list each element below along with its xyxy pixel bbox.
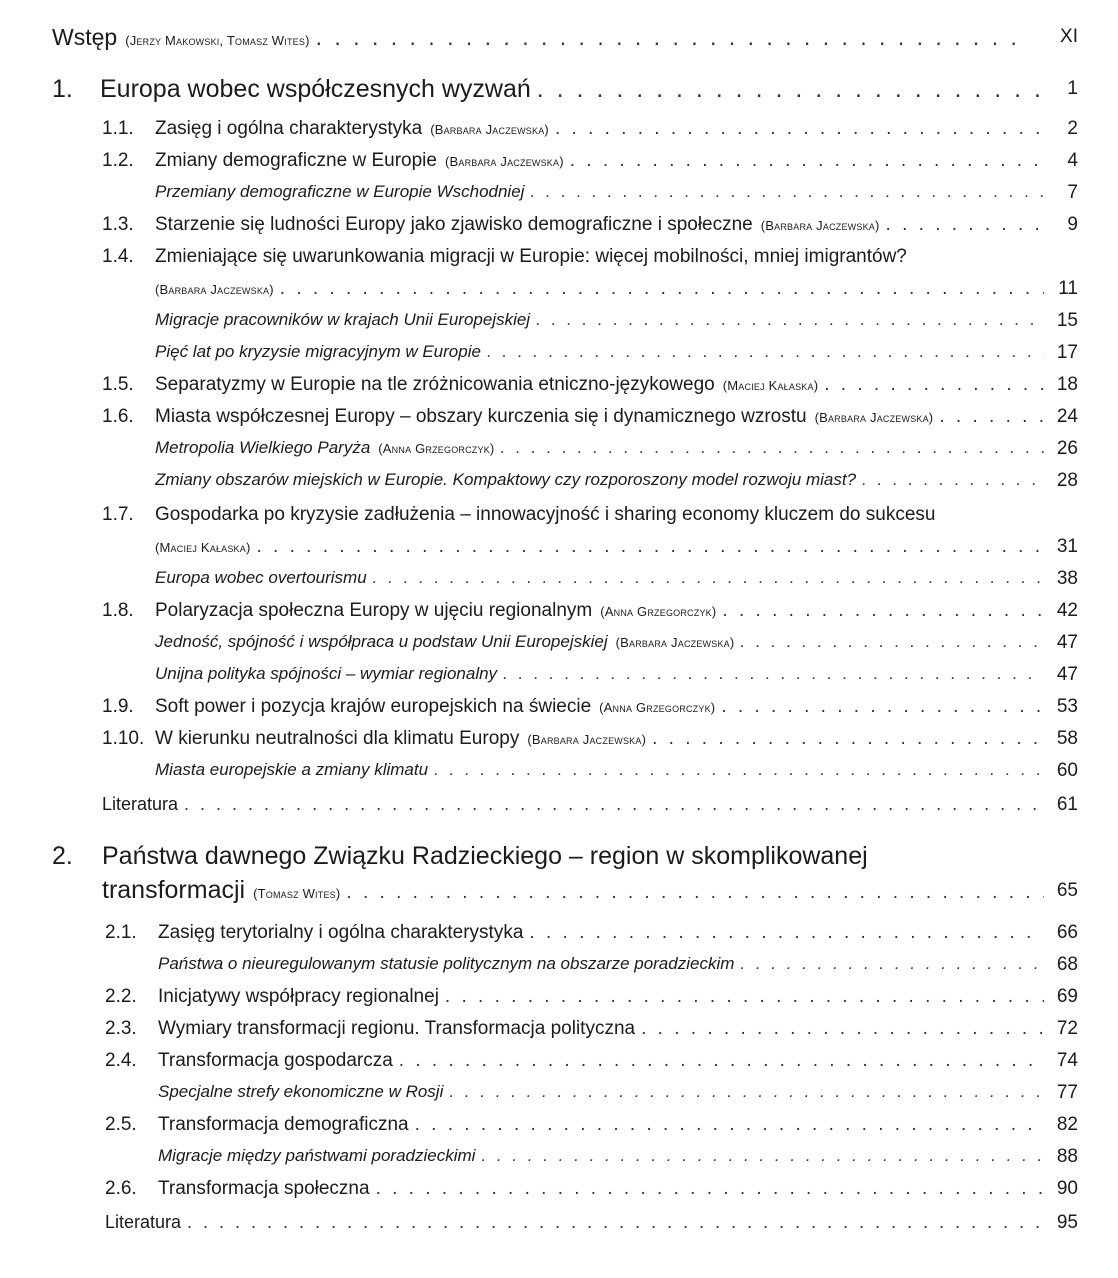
toc-entry [0,1114,1118,1144]
toc-entry [0,214,1118,244]
entry-author: (Anna Grzegorczyk) [600,604,717,619]
entry-row [158,1050,1050,1072]
entry-number: 1.8. [102,600,134,621]
entry-title: Zmieniające się uwarunkowania migracji w Europie: więcej mobilności, mniej imigrantów? [155,246,907,267]
subentry-page: 15 [1056,310,1078,331]
subentry-row [155,632,1050,652]
subentry-page: 28 [1056,470,1078,491]
subentry-title: Przemiany demograficzne w Europie Wschodniej [155,182,525,201]
entry-number: 2.3. [105,1018,137,1039]
chapter-title: Europa wobec współczesnych wyzwań [100,75,531,103]
leader-dots [434,760,1044,780]
toc-chapter-1 [0,75,1118,109]
subentry-title: Migracje pracowników w krajach Unii Europejskiej [155,310,531,329]
toc-subentry [0,760,1118,790]
entry-author: (Barbara Jaczewska) [155,282,274,297]
literature-title: Literatura [105,1212,182,1232]
toc-subentry [0,664,1118,694]
toc-chapter-2-continuation [0,876,1118,910]
leader-dots [570,150,1044,172]
leader-dots [537,75,1044,104]
toc-entry [0,922,1118,952]
subentry-page: 60 [1056,760,1078,781]
leader-dots [487,342,1044,362]
entry-row [158,922,1050,944]
entry-author: (Barbara Jaczewska) [760,218,880,233]
entry-page: 69 [1056,986,1078,1007]
leader-dots [740,632,1044,652]
toc-entry [0,986,1118,1016]
entry-title: Polaryzacja społeczna Europy w ujęciu regionalnym [155,600,593,621]
toc-entry-continuation [0,536,1118,566]
entry-row [155,696,1050,718]
entry-number: 1.4. [102,246,134,267]
entry-author: (Barbara Jaczewska) [444,154,564,169]
entry-page: 18 [1056,374,1078,395]
subentry-title: Europa wobec overtourismu [155,568,367,587]
entry-number: 1.2. [102,150,134,171]
chapter-number: 1. [52,75,73,103]
literature-title: Literatura [102,794,179,814]
entry-page: 24 [1056,406,1078,427]
chapter-author: (Tomasz Wites) [253,886,341,901]
leader-dots [824,374,1044,396]
leader-dots [555,118,1044,140]
entry-title: Transformacja demograficzna [158,1114,409,1135]
subentry-page: 47 [1056,632,1078,653]
chapter-number: 2. [52,842,73,870]
entry-number: 1.9. [102,696,134,717]
entry-number: 1.3. [102,214,134,235]
subentry-row [155,438,1050,458]
toc-entry [0,118,1118,148]
toc-entry [0,1178,1118,1208]
entry-author: (Maciej Kałaska) [155,540,251,555]
subentry-page: 68 [1056,954,1078,975]
chapter-title: Państwa dawnego Związku Radzieckiego – region w skomplikowanej [102,842,868,870]
toc-chapter-2 [0,842,1118,876]
toc-entry [0,504,1118,534]
entry-number: 2.6. [105,1178,137,1199]
leader-dots [862,470,1044,490]
subentry-row [155,310,1050,330]
subentry-page: 7 [1067,182,1078,203]
subentry-row [155,760,1050,780]
entry-number: 1.10. [102,728,145,749]
toc-entry-continuation [0,278,1118,308]
leader-dots [641,1018,1044,1040]
chapter-row [100,75,1050,104]
entry-page: 58 [1056,728,1078,749]
subentry-title: Pięć lat po kryzysie migracyjnym w Europie [155,342,481,361]
leader-dots [886,214,1044,236]
entry-page: 42 [1056,600,1078,621]
entry-page: 31 [1056,536,1078,557]
entry-row [155,536,1050,558]
entry-title: Zasięg terytorialny i ogólna charakterystyka [158,922,524,943]
entry-page: 4 [1067,150,1078,171]
leader-dots [536,310,1044,330]
subentry-title: Specjalne strefy ekonomiczne w Rosji [158,1082,444,1101]
toc-subentry [0,342,1118,372]
leader-dots [503,664,1044,684]
toc-entry [0,1050,1118,1080]
entry-number: 2.4. [105,1050,137,1071]
toc-entry [0,728,1118,758]
leader-dots [373,568,1044,588]
toc-intro-row [52,24,1030,51]
entry-author: (Maciej Kałaska) [722,378,819,393]
toc-entry [0,696,1118,726]
subentry-title: Jedność, spójność i współpraca u podstaw Unii Europejskiej [155,632,608,651]
subentry-row [155,568,1050,588]
subentry-title: Unijna polityka spójności – wymiar regionalny [155,664,498,683]
chapter-row [102,842,1050,871]
toc-intro-page: XI [1060,26,1078,47]
entry-row [155,600,1050,622]
toc-literature [0,794,1118,824]
entry-title: W kierunku neutralności dla klimatu Europy [155,728,520,749]
entry-page: 9 [1067,214,1078,235]
entry-author: (Barbara Jaczewska) [430,122,549,137]
entry-title: Gospodarka po kryzysie zadłużenia – innowacyjność i sharing economy kluczem do sukcesu [155,504,936,525]
entry-title: Transformacja społeczna [158,1178,370,1199]
entry-author: (Barbara Jaczewska) [527,732,647,747]
toc-subentry [0,632,1118,662]
entry-number: 1.5. [102,374,134,395]
leader-dots [316,24,1024,51]
entry-author: (Barbara Jaczewska) [814,410,934,425]
entry-row [158,1178,1050,1200]
subentry-page: 47 [1056,664,1078,685]
entry-page: 66 [1056,922,1078,943]
entry-row [155,728,1050,750]
entry-page: 82 [1056,1114,1078,1135]
literature-row [105,1212,1050,1233]
literature-row [102,794,1050,815]
subentry-row [158,1146,1050,1166]
leader-dots [530,182,1044,202]
literature-page: 95 [1056,1212,1078,1233]
leader-dots [652,728,1044,750]
entry-row [155,406,1050,428]
toc-entry [0,150,1118,180]
entry-title: Wymiary transformacji regionu. Transformacja polityczna [158,1018,636,1039]
subentry-row [158,954,1050,974]
subentry-row [158,1082,1050,1102]
entry-page: 2 [1067,118,1078,139]
entry-number: 1.6. [102,406,134,427]
subentry-title: Zmiany obszarów miejskich w Europie. Kompaktowy czy rozporoszony model rozwoju miast? [155,470,857,489]
subentry-row [155,470,1050,490]
toc-intro-author: (Jerzy Makowski, Tomasz Wites) [125,33,310,48]
toc-entry [0,406,1118,436]
entry-title: Separatyzmy w Europie na tle zróżnicowania etniczno-językowego [155,374,715,395]
leader-dots [257,536,1045,558]
entry-title: Soft power i pozycja krajów europejskich na świecie [155,696,592,717]
toc-subentry [0,1082,1118,1112]
subentry-author: (Barbara Jaczewska) [615,635,735,650]
entry-row [155,504,1050,526]
entry-title: Starzenie się ludności Europy jako zjawisko demograficzne i społeczne [155,214,753,235]
toc-entry [0,600,1118,630]
toc-subentry [0,1146,1118,1176]
toc-subentry [0,470,1118,500]
entry-row [158,1114,1050,1136]
toc-entry [0,246,1118,276]
toc-intro-title: Wstęp [52,24,118,50]
entry-title: Inicjatywy współpracy regionalnej [158,986,439,1007]
chapter-title-continued: transformacji [102,876,246,904]
entry-page: 53 [1056,696,1078,717]
leader-dots [280,278,1044,300]
leader-dots [449,1082,1044,1102]
subentry-author: (Anna Grzegorczyk) [378,441,495,456]
leader-dots [376,1178,1044,1200]
entry-row [155,246,1050,268]
subentry-title: Metropolia Wielkiego Paryża [155,438,371,457]
leader-dots [939,406,1044,428]
entry-number: 2.2. [105,986,137,1007]
toc-literature [0,1212,1118,1242]
entry-title: Zasięg i ogólna charakterystyka [155,118,423,139]
entry-number: 2.1. [105,922,137,943]
leader-dots [415,1114,1044,1136]
entry-row [155,150,1050,172]
leader-dots [187,1212,1044,1233]
leader-dots [184,794,1044,815]
subentry-page: 88 [1056,1146,1078,1167]
literature-page: 61 [1056,794,1078,815]
subentry-title: Miasta europejskie a zmiany klimatu [155,760,429,779]
leader-dots [722,600,1044,622]
leader-dots [445,986,1044,1008]
toc-intro [0,24,1118,54]
entry-number: 1.7. [102,504,134,525]
toc-entry [0,1018,1118,1048]
toc-subentry [0,954,1118,984]
subentry-row [155,664,1050,684]
toc-subentry [0,568,1118,598]
entry-number: 1.1. [102,118,134,139]
toc-subentry [0,182,1118,212]
subentry-page: 26 [1056,438,1078,459]
entry-title: Miasta współczesnej Europy – obszary kurczenia się i dynamicznego wzrostu [155,406,807,427]
leader-dots [721,696,1044,718]
leader-dots [500,438,1044,458]
entry-number: 2.5. [105,1114,137,1135]
entry-page: 72 [1056,1018,1078,1039]
entry-row [158,1018,1050,1040]
subentry-page: 77 [1056,1082,1078,1103]
toc-subentry [0,310,1118,340]
entry-row [155,214,1050,236]
entry-page: 74 [1056,1050,1078,1071]
entry-author: (Anna Grzegorczyk) [599,700,716,715]
leader-dots [346,882,1044,904]
leader-dots [481,1146,1044,1166]
entry-row [155,118,1050,140]
leader-dots [740,954,1044,974]
leader-dots [399,1050,1044,1072]
entry-row [155,278,1050,300]
subentry-row [155,182,1050,202]
subentry-page: 38 [1056,568,1078,589]
toc-entry [0,374,1118,404]
chapter-page: 1 [1067,78,1078,99]
subentry-row [155,342,1050,362]
subentry-title: Państwa o nieuregulowanym statusie politycznym na obszarze poradzieckim [158,954,735,973]
entry-row [155,374,1050,396]
chapter-page: 65 [1056,880,1078,901]
entry-title: Zmiany demograficzne w Europie [155,150,437,171]
toc-subentry [0,438,1118,468]
entry-page: 11 [1058,278,1078,299]
chapter-row [102,876,1050,905]
subentry-page: 17 [1056,342,1078,363]
subentry-title: Migracje między państwami poradzieckimi [158,1146,476,1165]
entry-title: Transformacja gospodarcza [158,1050,393,1071]
entry-page: 90 [1056,1178,1078,1199]
leader-dots [529,922,1044,944]
entry-row [158,986,1050,1008]
